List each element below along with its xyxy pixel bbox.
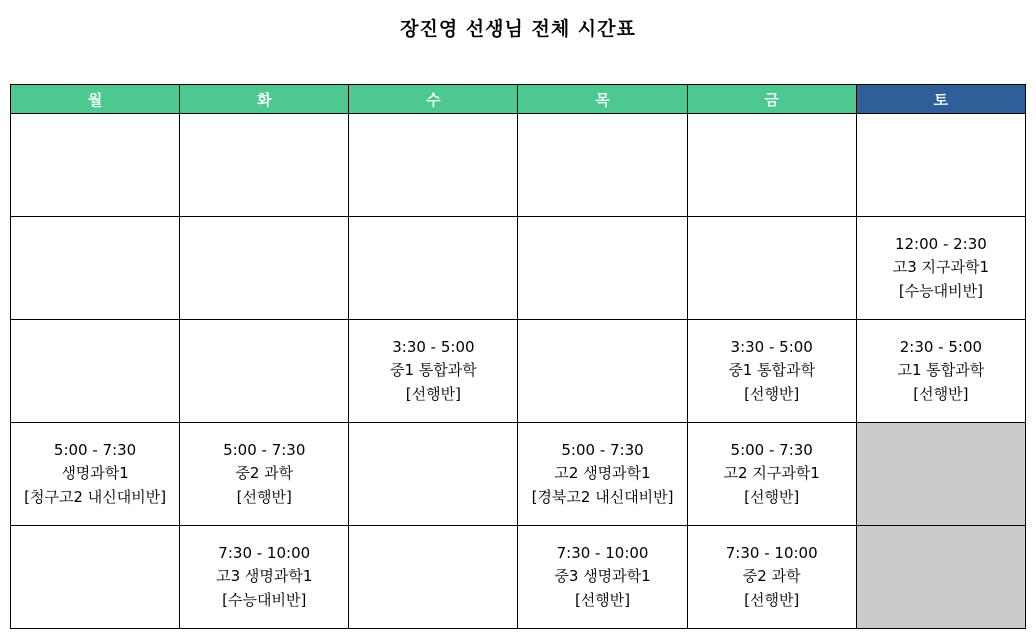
- timetable-row: [11, 320, 1026, 423]
- timetable-cell-sat: [856, 114, 1025, 217]
- class-time: 12:00 - 2:30: [894, 234, 987, 253]
- class-group: [경북고2 내신대비반]: [531, 487, 674, 506]
- timetable-cell-sat: [856, 320, 1025, 423]
- class-subject: 중1 통합과학: [728, 361, 816, 380]
- timetable-row: [11, 217, 1026, 320]
- timetable-cell-thu: [518, 526, 687, 629]
- class-group: [선행반]: [405, 384, 461, 403]
- class-subject: 중2 과학: [235, 464, 294, 483]
- class-time: 3:30 - 5:00: [730, 337, 813, 356]
- class-time: 5:00 - 7:30: [53, 440, 137, 459]
- timetable-cell-thu: [518, 423, 687, 526]
- timetable-cell-fri: [687, 320, 856, 423]
- class-subject: 중1 통합과학: [390, 361, 477, 380]
- class-time: 7:30 - 10:00: [725, 543, 818, 562]
- timetable-cell-thu: [518, 217, 687, 320]
- timetable-cell-fri: [687, 217, 856, 320]
- day-header-wed: 수: [349, 85, 518, 114]
- timetable-cell-wed: [349, 217, 518, 320]
- class-subject: 고3 지구과학1: [892, 258, 990, 277]
- timetable-cell-thu: [518, 114, 687, 217]
- timetable-cell-fri: [687, 423, 856, 526]
- class-group: [청구고2 내신대비반]: [24, 487, 167, 506]
- class-subject: 생명과학1: [61, 464, 129, 483]
- timetable-cell-wed: [349, 526, 518, 629]
- timetable-cell-mon: [11, 114, 180, 217]
- timetable: [10, 84, 1026, 629]
- day-header-thu: 목: [518, 85, 687, 114]
- day-header-row: [11, 85, 1026, 114]
- timetable-cell-wed: [349, 320, 518, 423]
- timetable-cell-wed: [349, 114, 518, 217]
- timetable-cell-mon: [11, 320, 180, 423]
- class-time: 5:00 - 7:30: [223, 440, 306, 459]
- timetable-cell-tue: [180, 423, 349, 526]
- class-time: 7:30 - 10:00: [218, 543, 311, 562]
- timetable-row: [11, 423, 1026, 526]
- class-time: 3:30 - 5:00: [392, 337, 475, 356]
- class-group: [수능대비반]: [222, 590, 307, 609]
- day-header-mon: 월: [11, 85, 180, 114]
- class-group: [선행반]: [744, 590, 800, 609]
- day-header-sat: 토: [856, 85, 1025, 114]
- class-time: 2:30 - 5:00: [899, 337, 983, 356]
- timetable-cell-thu: [518, 320, 687, 423]
- timetable-cell-tue: [180, 217, 349, 320]
- class-subject: 고2 지구과학1: [723, 464, 820, 483]
- timetable-row: [11, 114, 1026, 217]
- timetable-cell-mon: [11, 423, 180, 526]
- class-time: 5:00 - 7:30: [730, 440, 813, 459]
- class-group: [선행반]: [744, 384, 800, 403]
- page-title: 장진영 선생님 전체 시간표: [400, 18, 636, 40]
- class-subject: 고2 생명과학1: [554, 464, 651, 483]
- timetable-row: [11, 526, 1026, 629]
- timetable-cell-fri: [687, 114, 856, 217]
- timetable-cell-wed: [349, 423, 518, 526]
- timetable-cell-sat: [856, 217, 1025, 320]
- timetable-cell-tue: [180, 114, 349, 217]
- timetable-cell-fri: [687, 526, 856, 629]
- day-header-fri: 금: [687, 85, 856, 114]
- timetable-cell-sat: [856, 526, 1025, 629]
- class-subject: 고3 생명과학1: [216, 567, 313, 586]
- timetable-cell-tue: [180, 526, 349, 629]
- class-subject: 중3 생명과학1: [554, 567, 651, 586]
- class-time: 5:00 - 7:30: [561, 440, 644, 459]
- timetable-cell-mon: [11, 217, 180, 320]
- class-group: [선행반]: [913, 384, 969, 403]
- class-group: [선행반]: [236, 487, 292, 506]
- class-group: [선행반]: [744, 487, 800, 506]
- timetable-cell-mon: [11, 526, 180, 629]
- day-header-tue: 화: [180, 85, 349, 114]
- class-group: [선행반]: [574, 590, 631, 609]
- class-subject: 중2 과학: [742, 567, 801, 586]
- timetable-cell-sat: [856, 423, 1025, 526]
- class-time: 7:30 - 10:00: [556, 543, 649, 562]
- class-subject: 고1 통합과학: [897, 361, 985, 380]
- class-group: [수능대비반]: [898, 281, 983, 300]
- timetable-cell-tue: [180, 320, 349, 423]
